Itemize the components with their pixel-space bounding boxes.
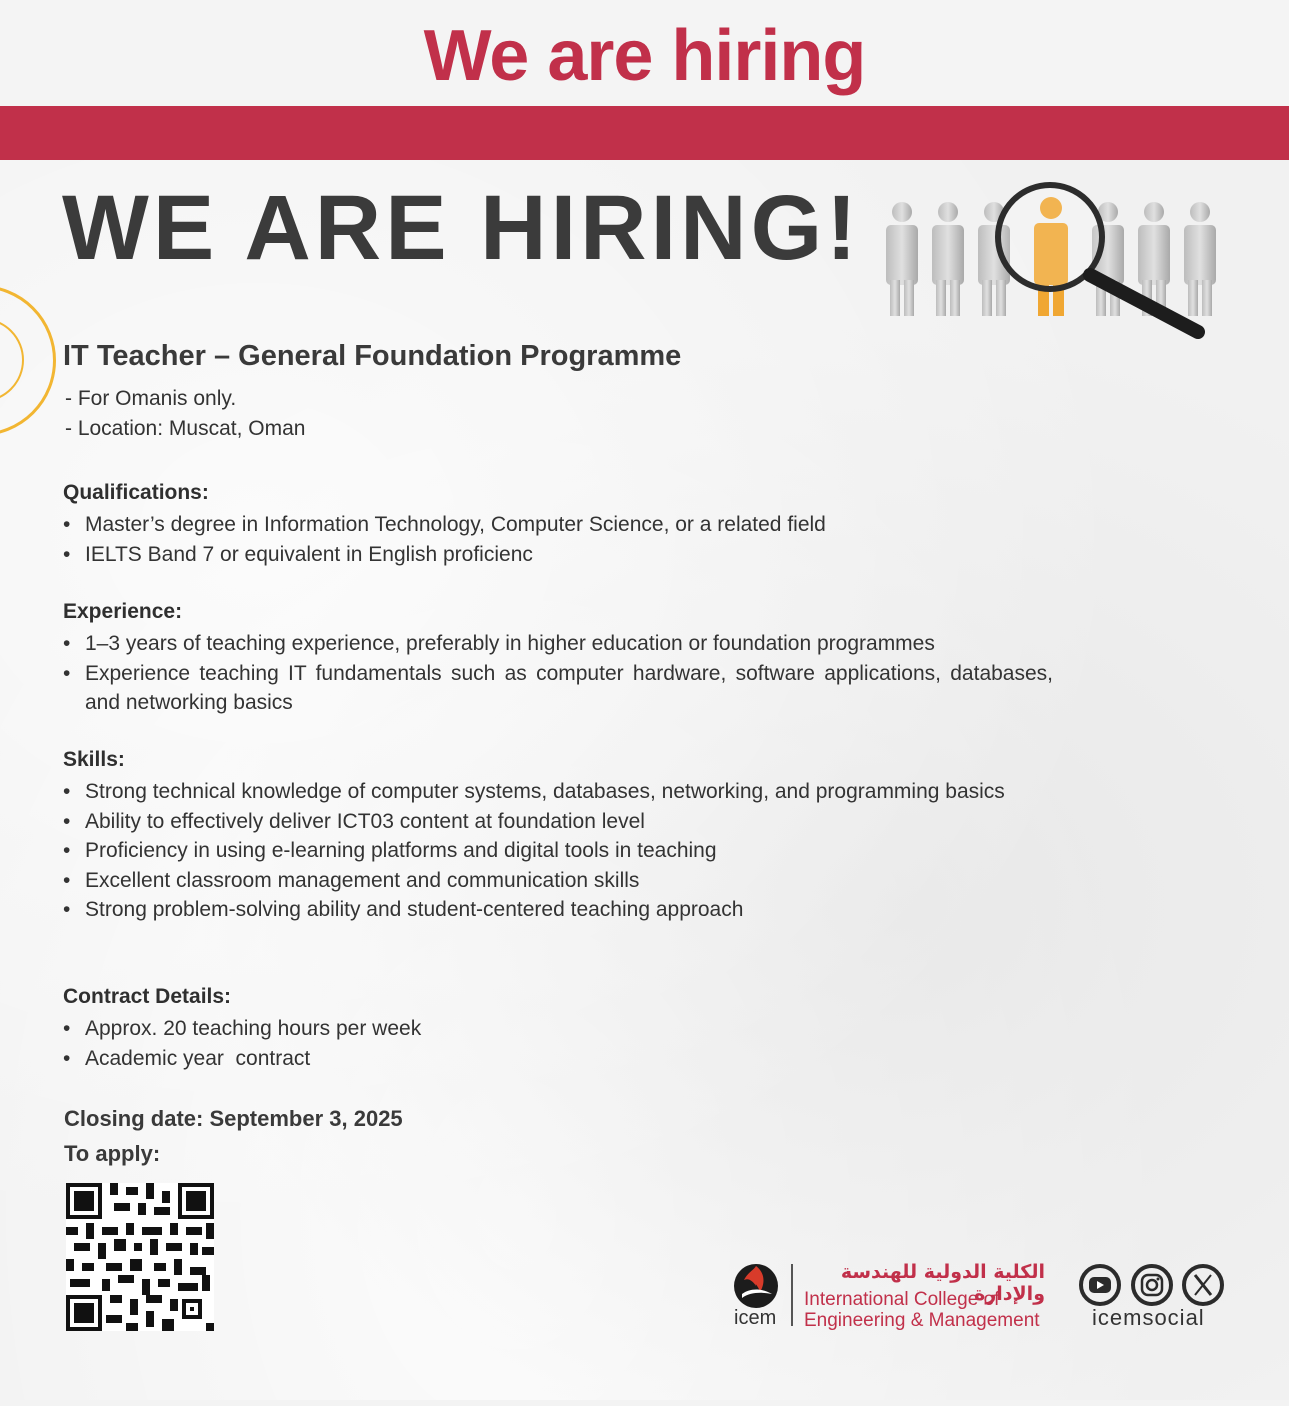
list-item: • Academic year contract [63,1044,1053,1074]
skills-section [63,745,1053,925]
social-handle: icemsocial [1092,1305,1205,1330]
list-item: • Ability to effectively deliver ICT03 content at foundation level [63,807,1053,837]
qualifications-section [63,478,1053,569]
section-heading: Contract Details: [63,985,232,1008]
list-item: • 1–3 years of teaching experience, preferably in higher education or foundation programmes [63,629,1053,659]
job-title: IT Teacher – General Foundation Programme [63,340,682,372]
job-notes [65,384,305,444]
person-icon [932,202,964,316]
icem-logo-icon [730,1262,786,1310]
top-banner [0,0,1289,106]
list-item: • Excellent classroom management and communication skills [63,866,1053,896]
x-icon [1184,1266,1222,1304]
list-item: • Strong problem-solving ability and student-centered teaching approach [63,895,1053,925]
brand-english-line2: Engineering & Management [804,1310,1040,1331]
job-note: - For Omanis only. [65,384,305,414]
people-search-illustration [880,180,1220,345]
banner-title: We are hiring [423,16,866,96]
list-item: • Approx. 20 teaching hours per week [63,1014,1053,1044]
logo-divider [791,1264,793,1326]
section-heading: Skills: [63,748,125,771]
person-icon [886,202,918,316]
closing-date: Closing date: September 3, 2025 [64,1106,403,1131]
qr-code[interactable] [66,1183,214,1331]
red-band [0,106,1289,160]
job-note: - Location: Muscat, Oman [65,414,305,444]
instagram-icon [1133,1266,1171,1304]
hero-headline: WE ARE HIRING! [62,177,861,279]
list-item: • Strong technical knowledge of computer systems, databases, networking, and programming basics [63,777,1053,807]
brand-english-line1: International College of [804,1289,1000,1310]
social-icons [1078,1262,1226,1308]
person-icon [1184,202,1216,316]
brand-arabic-name: الكلية الدولية للهندسة والإدارة [840,1261,1045,1305]
apply-label: To apply: [64,1141,161,1166]
list-item: • Experience teaching IT fundamentals such as computer hardware, software applications, databases, and networking basics [63,659,1053,718]
section-heading: Qualifications: [63,481,209,504]
list-item: • IELTS Band 7 or equivalent in English proficienc [63,540,1053,570]
list-item: • Proficiency in using e-learning platforms and digital tools in teaching [63,836,1053,866]
experience-section [63,597,1053,718]
list-item: • Master’s degree in Information Technology, Computer Science, or a related field [63,510,1053,540]
section-heading: Experience: [63,600,183,623]
contract-section [63,982,1053,1073]
youtube-icon [1081,1266,1119,1304]
brand-short-name: icem [734,1307,777,1329]
